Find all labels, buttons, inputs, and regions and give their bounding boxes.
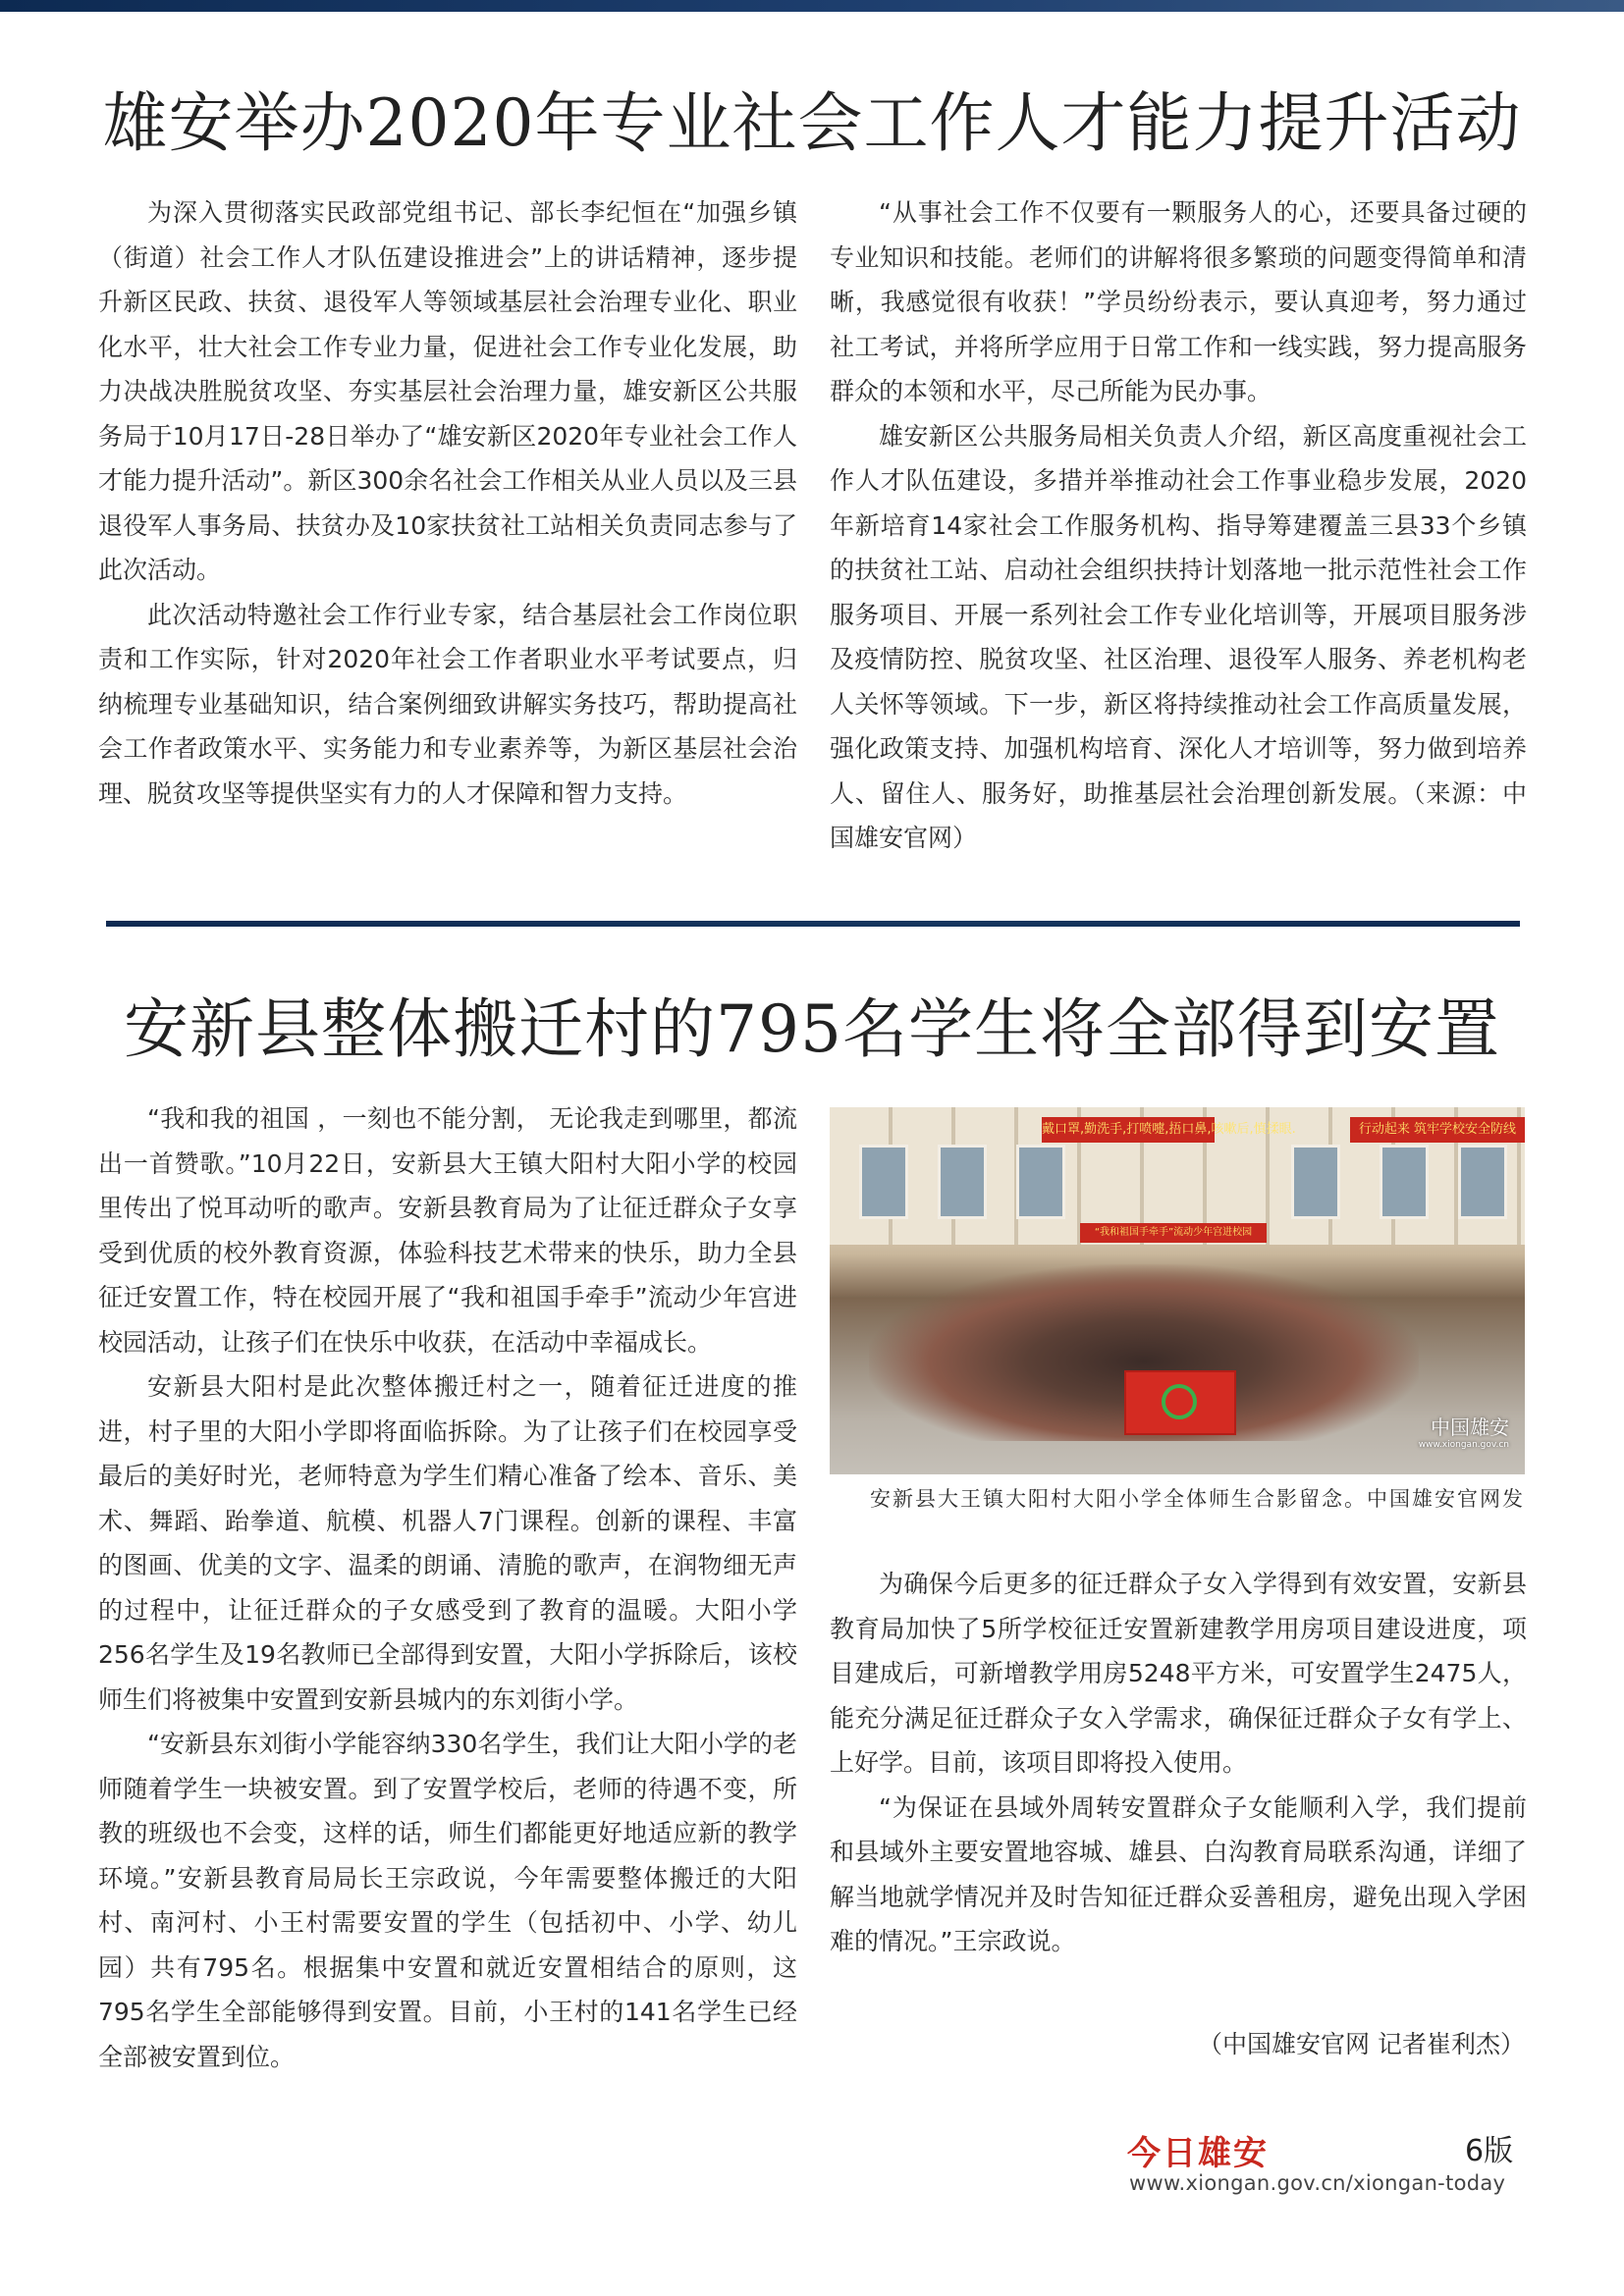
section-divider: [106, 921, 1520, 927]
window: [1016, 1145, 1065, 1219]
window: [859, 1145, 908, 1219]
photo-caption: 安新县大王镇大阳村大阳小学全体师生合影留念。中国雄安官网发: [870, 1487, 1525, 1511]
article1-left-paragraph-2: 此次活动特邀社会工作行业专家，结合基层社会工作岗位职责和工作实际，针对2020年社会工作者职业水平考试要点，归纳梳理专业基础知识，结合案例细致讲解实务技巧，帮助提高社会工作者政策水平、实务能力和专业素养等，为新区基层社会治理、脱贫攻坚等提供坚实有力的人才保障和智力支持。: [98, 600, 797, 808]
article2-left-paragraph-3: “安新县东刘街小学能容纳330名学生，我们让大阳小学的老师随着学生一块被安置。到了安置学校后，老师的待遇不变，所教的班级也不会变，这样的话，师生们都能更好地适应新的教学环境。”安新县教育局局长王宗政说，今年需要整体搬迁的大阳村、南河村、小王村需要安置的学生（包括初中、小学、幼儿园）共有795名。根据集中安置和就近安置相结合的原则，这795名学生全部能够得到安置。目前，小王村的141名学生已经全部被安置到位。: [98, 1730, 797, 2071]
article1-right-column: [830, 190, 1527, 861]
article2-right-column: [830, 1562, 1527, 1964]
article2-left-paragraph-2: 安新县大阳村是此次整体搬迁村之一，随着征迁进度的推进，村子里的大阳小学即将面临拆除。为了让孩子们在校园享受最后的美好时光，老师特意为学生们精心准备了绘本、音乐、美术、舞蹈、跆拳道、航模、机器人7门课程。创新的课程、丰富的图画、优美的文字、温柔的朗诵、清脆的歌声，在润物细无声的过程中，让征迁群众的子女感受到了教育的温暖。大阳小学256名学生及19名教师已全部得到安置，大阳小学拆除后，该校师生们将被集中安置到安新县城内的东刘街小学。: [98, 1372, 797, 1714]
window: [938, 1145, 987, 1219]
photo-watermark: [1419, 1415, 1509, 1451]
watermark-url: www.xiongan.gov.cn: [1418, 1440, 1509, 1450]
article1-right-paragraph-2: 雄安新区公共服务局相关负责人介绍，新区高度重视社会工作人才队伍建设，多措并举推动社会工作事业稳步发展，2020年新培育14家社会工作服务机构、指导筹建覆盖三县33个乡镇的扶贫社工站、启动社会组织扶持计划落地一批示范性社会工作服务项目、开展一系列社会工作专业化培训等，开展项目服务涉及疫情防控、脱贫攻坚、社区治理、退役军人服务、养老机构老人关怀等领域。下一步，新区将持续推动社会工作高质量发展，强化政策支持、加强机构培育、深化人才培训等，努力做到培养人、留住人、服务好，助推基层社会治理创新发展。（来源：中国雄安官网）: [830, 421, 1527, 852]
article1-right-paragraph-1: “从事社会工作不仅要有一颗服务人的心，还要具备过硬的专业知识和技能。老师们的讲解将很多繁琐的问题变得简单和清晰，我感觉很有收获！”学员纷纷表示，要认真迎考，努力通过社工考试，并将所学应用于日常工作和一线实践，努力提高服务群众的本领和水平，尽己所能为民办事。: [830, 198, 1527, 405]
article2-byline: （中国雄安官网 记者崔利杰）: [1198, 2030, 1525, 2058]
banner-health: 戴口罩,勤洗手,打喷嚏,捂口鼻,咳嗽后,慎揉眼.: [1042, 1117, 1215, 1143]
group-photo: [830, 1107, 1525, 1474]
page-number: 6版: [1465, 2134, 1514, 2168]
window: [1380, 1145, 1429, 1219]
article2-left-column: [98, 1096, 797, 2079]
footer-url: www.xiongan.gov.cn/xiongan-today: [1129, 2171, 1506, 2195]
publication-logo: 今日雄安: [1127, 2134, 1269, 2173]
window: [1291, 1145, 1340, 1219]
red-flag: [1124, 1370, 1236, 1435]
watermark-text: 中国雄安: [1431, 1415, 1509, 1439]
article1-left-paragraph-1: 为深入贯彻落实民政部党组书记、部长李纪恒在“加强乡镇（街道）社会工作人才队伍建设推进会”上的讲话精神，逐步提升新区民政、扶贫、退役军人等领域基层社会治理专业化、职业化水平，壮大社会工作专业力量，促进社会工作专业化发展，助力决战决胜脱贫攻坚、夯实基层社会治理力量，雄安新区公共服务局于10月17日-28日举办了“雄安新区2020年专业社会工作人才能力提升活动”。新区300余名社会工作相关从业人员以及三县退役军人事务局、扶贫办及10家扶贫社工站相关负责同志参与了此次活动。: [98, 198, 797, 584]
banner-event: “我和祖国手牵手”流动少年宫进校园: [1080, 1223, 1267, 1243]
window: [1458, 1145, 1507, 1219]
article1-title: 雄安举办2020年专业社会工作人才能力提升活动: [102, 85, 1522, 161]
banner-safety: 行动起来 筑牢学校安全防线: [1350, 1117, 1525, 1143]
article2-right-paragraph-2: “为保证在县域外周转安置群众子女能顺利入学，我们提前和县域外主要安置地容城、雄县、白沟教育局联系沟通，详细了解当地就学情况并及时告知征迁群众妥善租房，避免出现入学困难的情况。”王宗政说。: [830, 1792, 1527, 1955]
top-bar: [0, 0, 1624, 12]
article2-right-paragraph-1: 为确保今后更多的征迁群众子女入学得到有效安置，安新县教育局加快了5所学校征迁安置新建教学用房项目建设进度，项目建成后，可新增教学用房5248平方米，可安置学生2475人，能充分满足征迁群众子女入学需求，确保征迁群众子女有学上、上好学。目前，该项目即将投入使用。: [830, 1570, 1527, 1777]
article2-left-paragraph-1: “我和我的祖国 ，一刻也不能分割， 无论我走到哪里，都流出一首赞歌。”10月22日，安新县大王镇大阳村大阳小学的校园里传出了悦耳动听的歌声。安新县教育局为了让征迁群众子女享受到优质的校外教育资源，体验科技艺术带来的快乐，助力全县征迁安置工作，特在校园开展了“我和祖国手牵手”流动少年宫进校园活动，让孩子们在快乐中收获，在活动中幸福成长。: [98, 1104, 797, 1357]
article2-title: 安新县整体搬迁村的795名学生将全部得到安置: [124, 991, 1500, 1067]
article1-left-column: [98, 190, 797, 816]
